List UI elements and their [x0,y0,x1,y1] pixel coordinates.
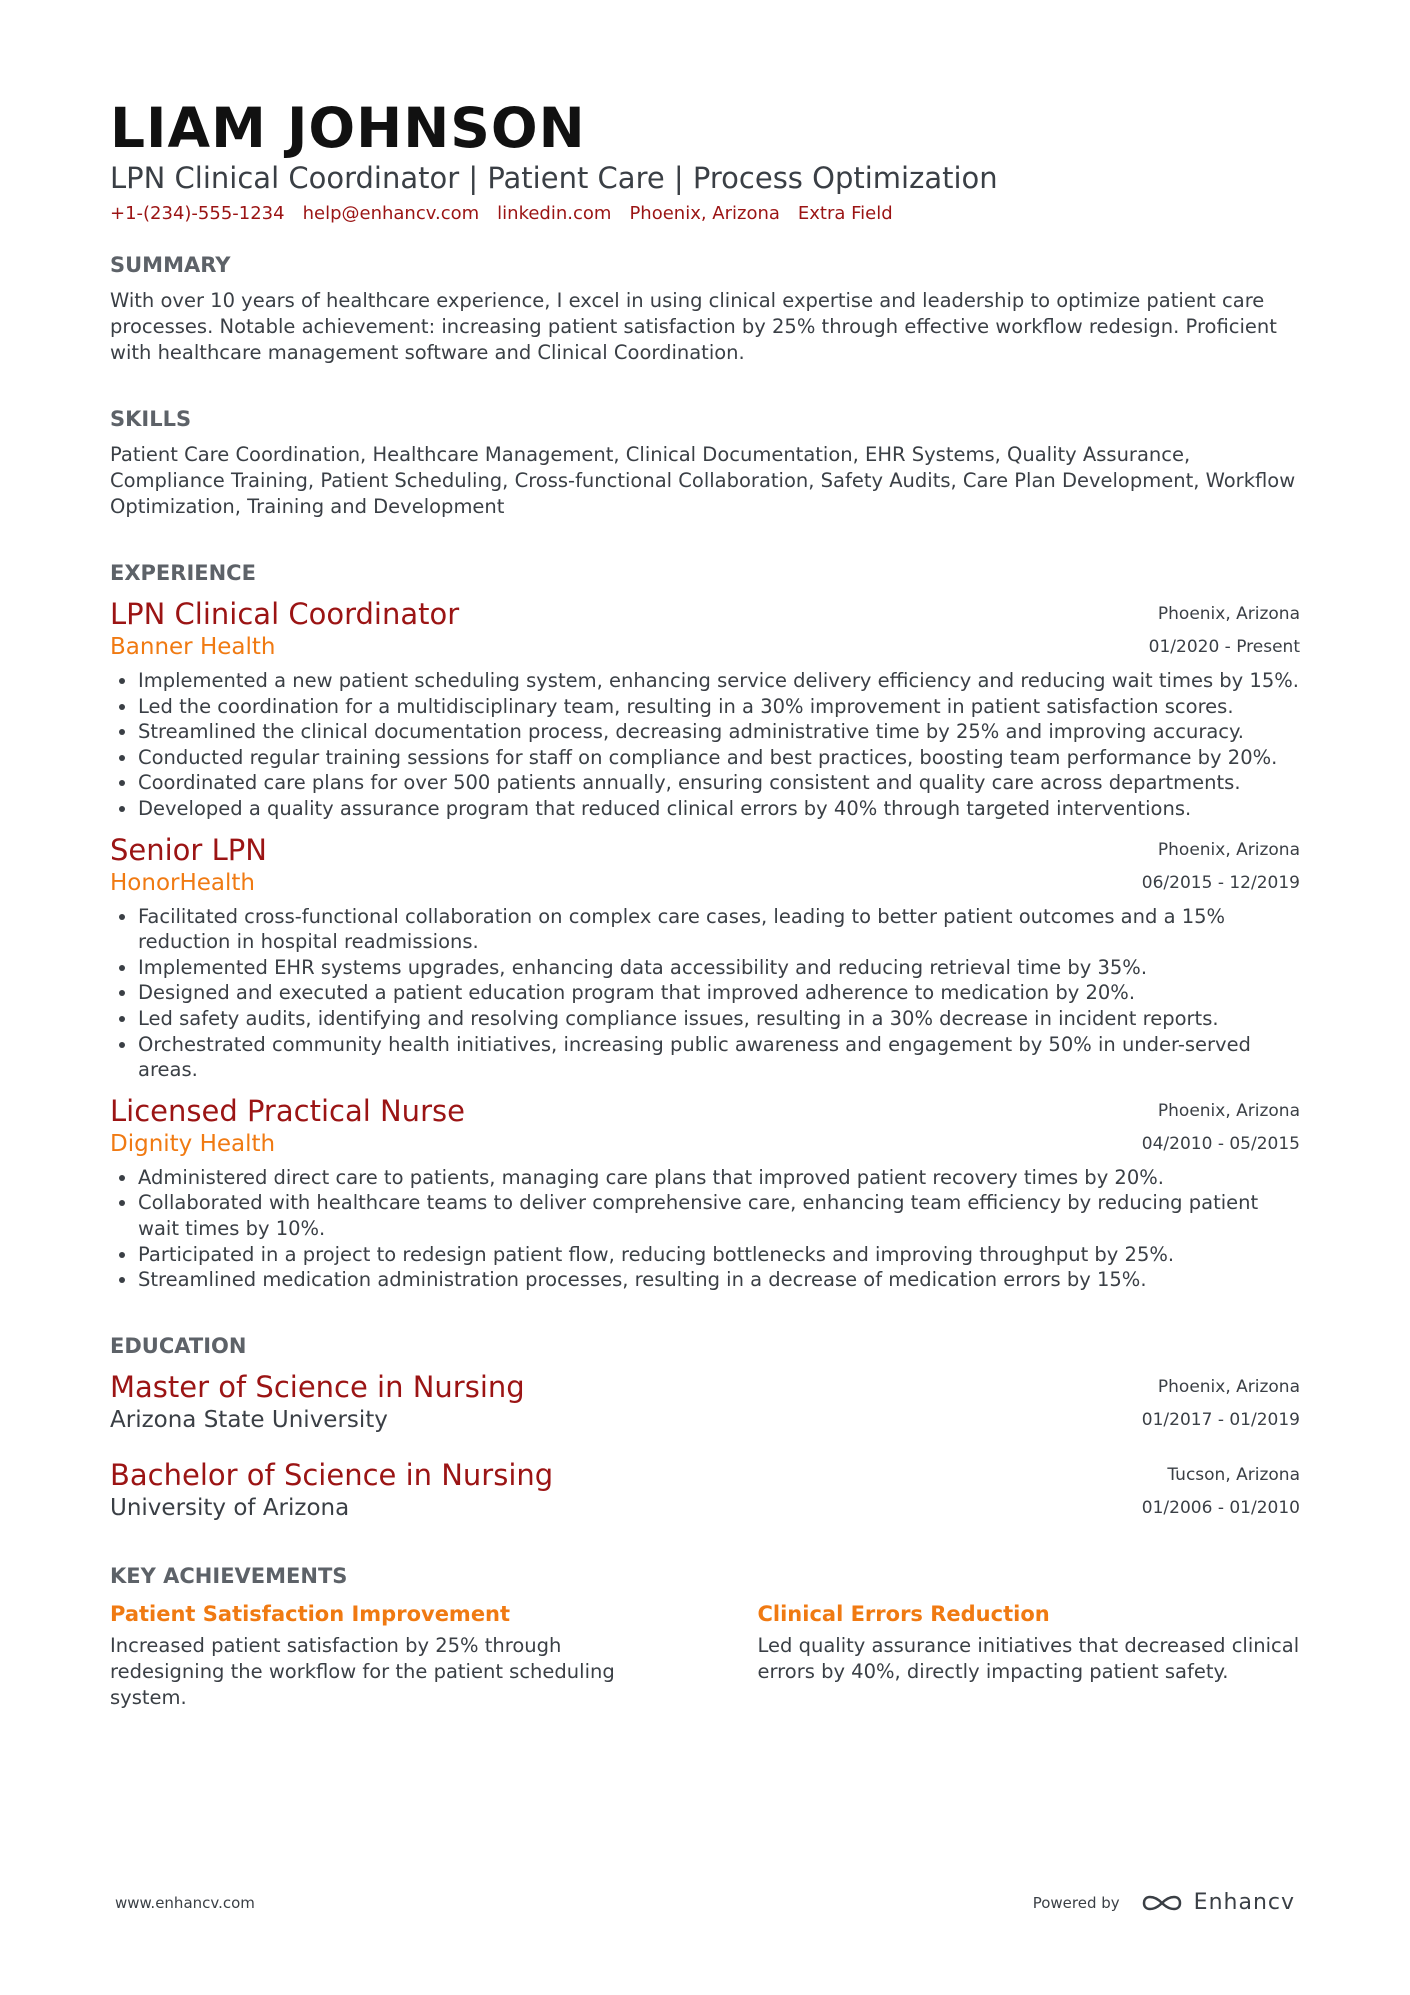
job-dates: 01/2020 - Present [1148,637,1300,657]
bullet-item: • Implemented EHR systems upgrades, enhancing data accessibility and reducing retrieval time by 35%. [138,955,1300,981]
job-role: Senior LPN [110,832,267,867]
section-heading: EDUCATION [110,1333,247,1358]
enhancv-logo-icon [1140,1891,1184,1915]
contact-linkedin[interactable]: linkedin.com [497,203,612,224]
bullet-item: • Participated in a project to redesign patient flow, reducing bottlenecks and improving throughput by 25%. [138,1242,1300,1268]
experience-entry [110,596,1300,822]
experience-section [110,560,1300,1293]
achievement-desc: Increased patient satisfaction by 25% through redesigning the workflow for the patient scheduling system. [110,1633,615,1709]
education-entry [110,1369,1300,1435]
experience-entry [110,1093,1300,1293]
achievement-title: Clinical Errors Reduction [757,1601,1050,1626]
achievement-desc: Led quality assurance initiatives that decreased clinical errors by 40%, directly impacting patient safety. [757,1633,1300,1683]
summary-text: With over 10 years of healthcare experience, I excel in using clinical expertise and leadership to optimize patient care processes. Notable achievement: increasing patient satisfaction by 25% through effective workflow redesign. Proficient with healthcare management software and Clinical Coordination. [110,289,1277,364]
bullet-item: • Administered direct care to patients, managing care plans that improved patient recovery times by 20%. [138,1165,1300,1191]
bullet-item: • Developed a quality assurance program that reduced clinical errors by 40% through targeted interventions. [138,796,1300,822]
achievements-section [110,1563,1300,1711]
bullet-item: • Collaborated with healthcare teams to deliver comprehensive care, enhancing team efficiency by reducing patient wait times by 10%. [138,1190,1300,1241]
school-location: Phoenix, Arizona [1157,1376,1300,1397]
school-dates: 01/2006 - 01/2010 [1141,1497,1300,1518]
job-location: Phoenix, Arizona [1157,1100,1300,1121]
job-company: Dignity Health [110,1130,276,1157]
job-role: LPN Clinical Coordinator [110,597,460,631]
candidate-title: LPN Clinical Coordinator | Patient Care | Process Optimization [110,161,998,195]
contact-row [110,202,1300,226]
section-heading: SUMMARY [110,253,231,277]
contact-phone[interactable]: +1-(234)-555-1234 [110,203,285,224]
job-dates: 06/2015 - 12/2019 [1141,872,1300,893]
job-bullets [110,904,1300,1083]
brand-logo[interactable] [1140,1890,1295,1915]
bullet-item: • Streamlined the clinical documentation process, decreasing administrative time by 25% and improving accuracy. [138,719,1300,745]
contact-extra: Extra Field [797,203,893,224]
bullet-item: • Facilitated cross-functional collaboration on complex care cases, leading to better patient outcomes and a 15% reduction in hospital readmissions. [138,904,1300,955]
achievement-item [110,1599,653,1711]
bullet-item: • Orchestrated community health initiatives, increasing public awareness and engagement by 50% in under-served areas. [138,1032,1300,1083]
experience-entry [110,832,1300,1083]
section-heading: SKILLS [110,407,192,431]
section-heading: EXPERIENCE [110,561,256,585]
page-footer [115,1890,1295,1915]
job-company: HonorHealth [110,869,255,896]
degree: Master of Science in Nursing [110,1369,525,1404]
education-section [110,1333,1300,1523]
job-dates: 04/2010 - 05/2015 [1141,1133,1300,1154]
job-company: Banner Health [110,634,276,660]
school-location: Tucson, Arizona [1167,1464,1300,1485]
skills-section [110,406,1300,520]
school-name: Arizona State University [110,1406,388,1433]
bullet-item: • Designed and executed a patient education program that improved adherence to medication by 20%. [138,980,1300,1006]
job-bullets [110,1165,1300,1293]
footer-website[interactable]: www.enhancv.com [115,1893,255,1912]
job-bullets [110,668,1300,822]
degree: Bachelor of Science in Nursing [110,1457,554,1492]
job-location: Phoenix, Arizona [1157,839,1300,860]
contact-email[interactable]: help@enhancv.com [302,203,480,224]
education-entry [110,1457,1300,1523]
bullet-item: • Led the coordination for a multidisciplinary team, resulting in a 30% improvement in patient satisfaction scores. [138,694,1300,720]
bullet-item: • Coordinated care plans for over 500 patients annually, ensuring consistent and quality care across departments. [138,770,1300,796]
summary-section [110,252,1300,366]
school-dates: 01/2017 - 01/2019 [1141,1409,1300,1430]
skills-text: Patient Care Coordination, Healthcare Management, Clinical Documentation, EHR Systems, Quality Assurance, Compliance Training, Patient Scheduling, Cross-functional Collaboration, Safety Audits, Care Plan Development, Workflow Optimization, Training and Development [110,443,1296,518]
contact-location: Phoenix, Arizona [629,203,780,224]
achievement-title: Patient Satisfaction Improvement [110,1601,511,1626]
bullet-item: • Streamlined medication administration processes, resulting in a decrease of medication errors by 15%. [138,1267,1300,1293]
section-heading: KEY ACHIEVEMENTS [110,1563,348,1588]
achievement-item [758,1599,1301,1711]
job-location: Phoenix, Arizona [1157,604,1300,624]
job-role: Licensed Practical Nurse [110,1093,465,1128]
bullet-item: • Implemented a new patient scheduling system, enhancing service delivery efficiency and reducing wait times by 15%. [138,668,1300,694]
school-name: University of Arizona [110,1494,350,1521]
candidate-name: LIAM JOHNSON [110,96,586,160]
brand-name: Enhancv [1193,1890,1295,1915]
bullet-item: • Led safety audits, identifying and resolving compliance issues, resulting in a 30% decrease in incident reports. [138,1006,1300,1032]
powered-by-label: Powered by [1032,1893,1120,1912]
bullet-item: • Conducted regular training sessions for staff on compliance and best practices, boosting team performance by 20%. [138,745,1300,771]
